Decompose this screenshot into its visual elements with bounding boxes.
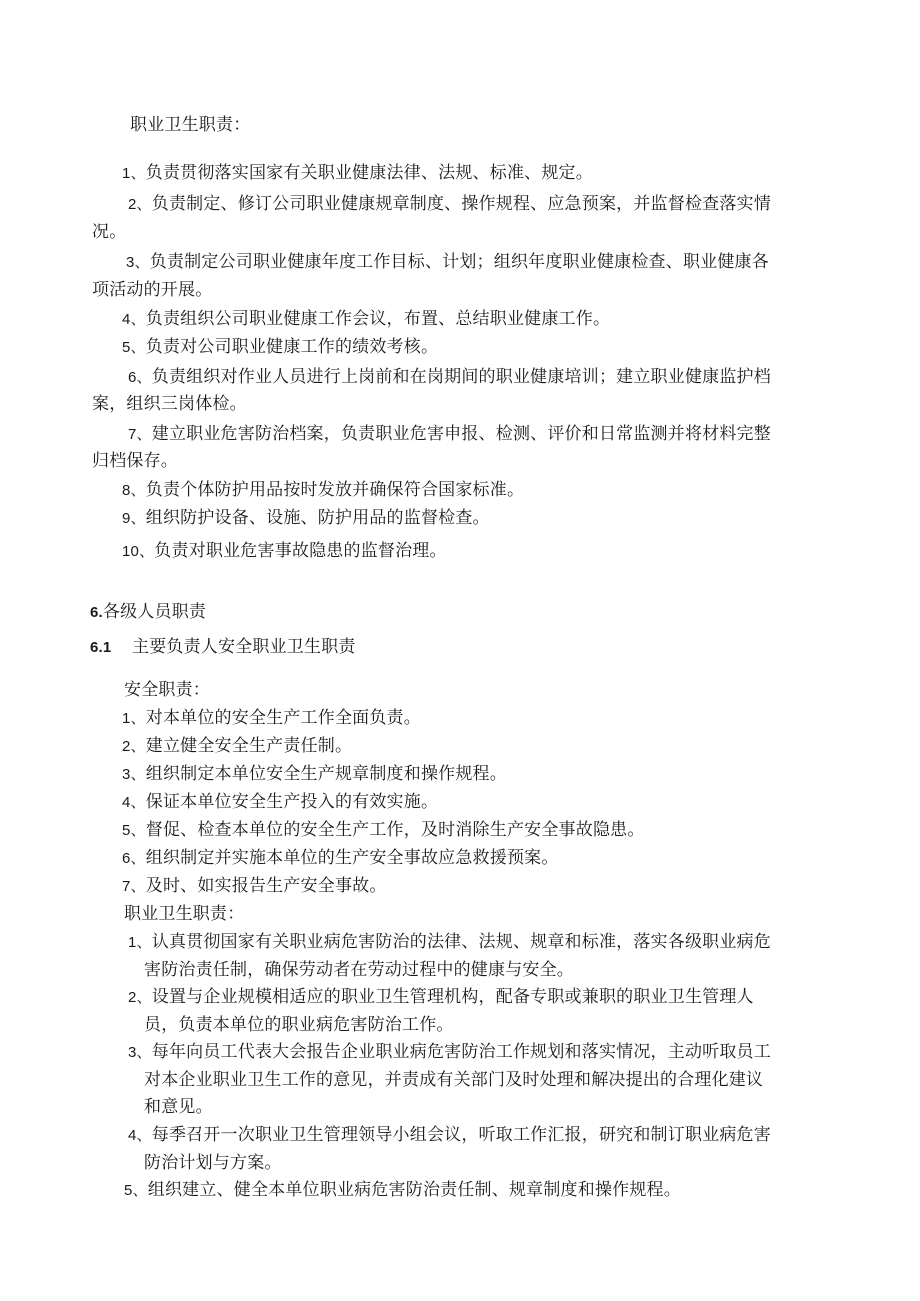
- list-item: 8、负责个体防护用品按时发放并确保符合国家标准。: [122, 480, 525, 500]
- list-item: 2、建立健全安全生产责任制。: [122, 736, 353, 756]
- list-item: 6、负责组织对作业人员进行上岗前和在岗期间的职业健康培训；建立职业健康监护档: [128, 367, 771, 387]
- list-item-continuation: 归档保存。: [92, 451, 178, 471]
- subsection-title: 6.1 主要负责人安全职业卫生职责: [90, 637, 356, 657]
- list-item: 7、建立职业危害防治档案，负责职业危害申报、检测、评价和日常监测并将材料完整: [128, 424, 771, 444]
- list-item-continuation: 害防治责任制，确保劳动者在劳动过程中的健康与安全。: [144, 960, 574, 980]
- section-heading: 职业卫生职责：: [130, 115, 251, 135]
- list-item: 10、负责对职业危害事故隐患的监督治理。: [122, 541, 447, 561]
- list-item-continuation: 员，负责本单位的职业病危害防治工作。: [144, 1015, 454, 1035]
- list-item: 1、对本单位的安全生产工作全面负责。: [122, 708, 421, 728]
- list-item: 5、组织建立、健全本单位职业病危害防治责任制、规章制度和操作规程。: [124, 1180, 681, 1200]
- list-item-continuation: 和意见。: [144, 1097, 213, 1117]
- safety-heading: 安全职责：: [124, 680, 210, 700]
- list-item: 9、组织防护设备、设施、防护用品的监督检查。: [122, 508, 490, 528]
- list-item: 4、每季召开一次职业卫生管理领导小组会议，听取工作汇报，研究和制订职业病危害: [128, 1125, 771, 1145]
- list-item-continuation: 项活动的开展。: [92, 280, 213, 300]
- list-item-continuation: 案，组织三岗体检。: [92, 394, 247, 414]
- list-item: 5、督促、检查本单位的安全生产工作，及时消除生产安全事故隐患。: [122, 820, 645, 840]
- list-item: 3、每年向员工代表大会报告企业职业病危害防治工作规划和落实情况，主动听取员工: [128, 1042, 771, 1062]
- list-item-continuation: 况。: [92, 222, 127, 242]
- section-title: 6.各级人员职责: [90, 602, 207, 622]
- list-item-continuation: 防治计划与方案。: [144, 1153, 282, 1173]
- list-item: 7、及时、如实报告生产安全事故。: [122, 876, 387, 896]
- list-item: 3、组织制定本单位安全生产规章制度和操作规程。: [122, 764, 507, 784]
- list-item: 6、组织制定并实施本单位的生产安全事故应急救援预案。: [122, 848, 559, 868]
- list-item: 1、负责贯彻落实国家有关职业健康法律、法规、标准、规定。: [122, 163, 593, 183]
- health-heading: 职业卫生职责：: [124, 904, 245, 924]
- list-item: 1、认真贯彻国家有关职业病危害防治的法律、法规、规章和标准，落实各级职业病危: [128, 932, 771, 952]
- list-item: 5、负责对公司职业健康工作的绩效考核。: [122, 337, 439, 357]
- list-item: 4、保证本单位安全生产投入的有效实施。: [122, 792, 439, 812]
- list-item: 2、设置与企业规模相适应的职业卫生管理机构，配备专职或兼职的职业卫生管理人: [128, 987, 754, 1007]
- list-item: 4、负责组织公司职业健康工作会议，布置、总结职业健康工作。: [122, 309, 611, 329]
- list-item: 2、负责制定、修订公司职业健康规章制度、操作规程、应急预案，并监督检查落实情: [128, 194, 771, 214]
- list-item: 3、负责制定公司职业健康年度工作目标、计划；组织年度职业健康检查、职业健康各: [126, 252, 769, 272]
- list-item-continuation: 对本企业职业卫生工作的意见，并责成有关部门及时处理和解决提出的合理化建议: [144, 1070, 764, 1090]
